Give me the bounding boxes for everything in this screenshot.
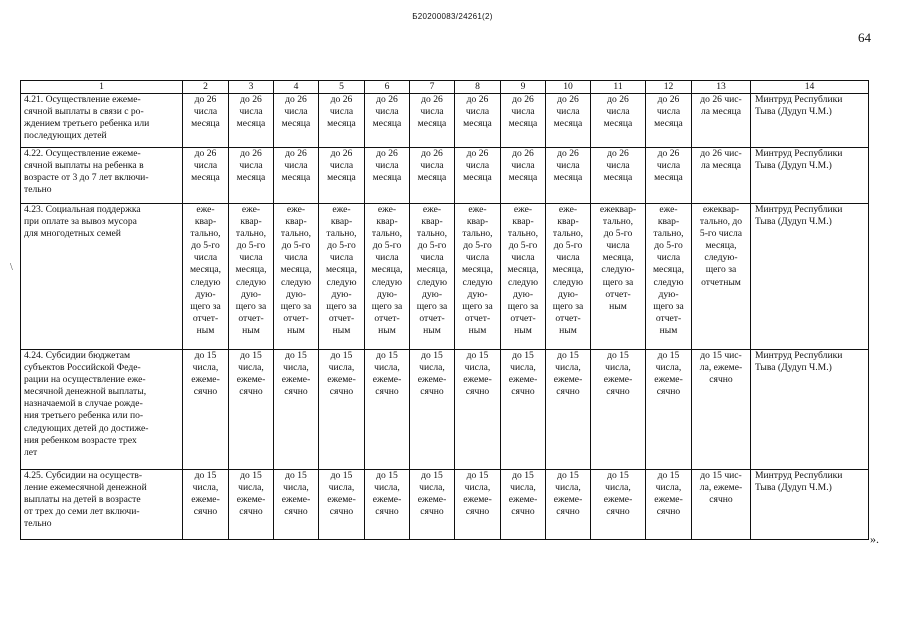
- closing-quote: ».: [870, 532, 879, 546]
- responsible-cell: Минтруд Республики Тыва (Дудуп Ч.М.): [751, 94, 869, 148]
- deadline-cell: до 15 числа, ежеме- сячно: [546, 350, 591, 470]
- page-number: 64: [858, 30, 871, 45]
- responsible-cell: Минтруд Республики Тыва (Дудуп Ч.М.): [751, 204, 869, 350]
- table-row: [21, 204, 869, 350]
- deadline-cell: до 26 числа месяца: [591, 148, 646, 204]
- column-number: 3: [229, 81, 274, 94]
- table-row: [21, 148, 869, 204]
- deadline-cell: до 26 числа месяца: [455, 94, 501, 148]
- schedule-table: [20, 80, 869, 540]
- deadline-cell: еже- квар- тально, до 5-го числа месяца, следую дую- щего за отчет- ным: [319, 204, 365, 350]
- table-row: [21, 94, 869, 148]
- column-number: 4: [274, 81, 319, 94]
- deadline-cell: до 26 числа месяца: [646, 148, 692, 204]
- deadline-cell: еже- квар- тально, до 5-го числа месяца, следую дую- щего за отчет- ным: [501, 204, 546, 350]
- margin-mark: \: [10, 262, 13, 273]
- deadline-cell: до 15 чис- ла, ежеме- сячно: [692, 470, 751, 540]
- deadline-cell: еже- квар- тально, до 5-го числа месяца, следую дую- щего за отчет- ным: [183, 204, 229, 350]
- deadline-cell: до 15 числа, ежеме- сячно: [410, 470, 455, 540]
- column-number: 10: [546, 81, 591, 94]
- column-number: 13: [692, 81, 751, 94]
- deadline-cell: ежеквар- тально, до 5-го числа месяца, следую- щего за отчет- ным: [591, 204, 646, 350]
- deadline-cell: до 15 числа, ежеме- сячно: [591, 350, 646, 470]
- responsible-cell: Минтруд Республики Тыва (Дудуп Ч.М.): [751, 470, 869, 540]
- deadline-cell: до 26 числа месяца: [229, 94, 274, 148]
- deadline-cell: до 15 числа, ежеме- сячно: [183, 470, 229, 540]
- deadline-cell: до 15 числа, ежеме- сячно: [501, 470, 546, 540]
- deadline-cell: до 26 числа месяца: [546, 94, 591, 148]
- deadline-cell: до 26 числа месяца: [546, 148, 591, 204]
- deadline-cell: до 26 числа месяца: [319, 148, 365, 204]
- deadline-cell: до 15 числа, ежеме- сячно: [410, 350, 455, 470]
- responsible-cell: Минтруд Республики Тыва (Дудуп Ч.М.): [751, 148, 869, 204]
- deadline-cell: до 26 числа месяца: [646, 94, 692, 148]
- deadline-cell: еже- квар- тально, до 5-го числа месяца, следую дую- щего за отчет- ным: [410, 204, 455, 350]
- row-title: 4.21. Осуществление ежеме- сячной выплаты в связи с ро- ждением третьего ребенка или последующих детей: [21, 94, 183, 148]
- deadline-cell: еже- квар- тально, до 5-го числа месяца, следую дую- щего за отчет- ным: [365, 204, 410, 350]
- deadline-cell: еже- квар- тально, до 5-го числа месяца, следую дую- щего за отчет- ным: [546, 204, 591, 350]
- deadline-cell: до 15 числа, ежеме- сячно: [319, 470, 365, 540]
- deadline-cell: до 15 числа, ежеме- сячно: [365, 350, 410, 470]
- row-title: 4.22. Осуществление ежеме- сячной выплаты на ребенка в возрасте от 3 до 7 лет включи- тельно: [21, 148, 183, 204]
- deadline-cell: до 15 числа, ежеме- сячно: [455, 350, 501, 470]
- column-number: 9: [501, 81, 546, 94]
- row-title: 4.25. Субсидии на осуществ- ление ежемесячной денежной выплаты на детей в возрасте от трех до семи лет включи- тельно: [21, 470, 183, 540]
- deadline-cell: до 15 числа, ежеме- сячно: [365, 470, 410, 540]
- deadline-cell: до 26 числа месяца: [591, 94, 646, 148]
- deadline-cell: до 26 числа месяца: [365, 148, 410, 204]
- deadline-cell: до 15 числа, ежеме- сячно: [274, 350, 319, 470]
- deadline-cell: еже- квар- тально, до 5-го числа месяца, следую дую- щего за отчет- ным: [646, 204, 692, 350]
- column-number: 8: [455, 81, 501, 94]
- deadline-cell: до 15 числа, ежеме- сячно: [229, 350, 274, 470]
- deadline-cell: до 15 числа, ежеме- сячно: [319, 350, 365, 470]
- deadline-cell: до 26 числа месяца: [183, 148, 229, 204]
- column-number: 1: [21, 81, 183, 94]
- table-row: [21, 470, 869, 540]
- deadline-cell: до 26 чис- ла месяца: [692, 94, 751, 148]
- responsible-cell: Минтруд Республики Тыва (Дудуп Ч.М.): [751, 350, 869, 470]
- column-number: 2: [183, 81, 229, 94]
- deadline-cell: до 15 числа, ежеме- сячно: [455, 470, 501, 540]
- deadline-cell: ежеквар- тально, до 5-го числа месяца, следую- щего за отчетным: [692, 204, 751, 350]
- deadline-cell: до 26 числа месяца: [274, 148, 319, 204]
- column-number: 5: [319, 81, 365, 94]
- deadline-cell: до 15 числа, ежеме- сячно: [646, 350, 692, 470]
- deadline-cell: до 26 числа месяца: [319, 94, 365, 148]
- column-number: 14: [751, 81, 869, 94]
- column-number: 6: [365, 81, 410, 94]
- deadline-cell: еже- квар- тально, до 5-го числа месяца, следую дую- щего за отчет- ным: [455, 204, 501, 350]
- deadline-cell: до 15 числа, ежеме- сячно: [546, 470, 591, 540]
- deadline-cell: до 26 числа месяца: [229, 148, 274, 204]
- column-number: 7: [410, 81, 455, 94]
- deadline-cell: до 26 числа месяца: [365, 94, 410, 148]
- deadline-cell: до 26 числа месяца: [501, 148, 546, 204]
- deadline-cell: до 15 числа, ежеме- сячно: [591, 470, 646, 540]
- column-number: 11: [591, 81, 646, 94]
- deadline-cell: до 26 числа месяца: [183, 94, 229, 148]
- deadline-cell: до 26 числа месяца: [410, 94, 455, 148]
- deadline-cell: до 15 числа, ежеме- сячно: [229, 470, 274, 540]
- deadline-cell: еже- квар- тально, до 5-го числа месяца, следую дую- щего за отчет- ным: [274, 204, 319, 350]
- document-code: Б20200083/24261(2): [412, 12, 493, 21]
- deadline-cell: до 15 чис- ла, ежеме- сячно: [692, 350, 751, 470]
- deadline-cell: до 26 числа месяца: [501, 94, 546, 148]
- deadline-cell: до 26 числа месяца: [455, 148, 501, 204]
- deadline-cell: до 15 числа, ежеме- сячно: [501, 350, 546, 470]
- column-number-row: [21, 81, 869, 94]
- deadline-cell: до 26 чис- ла месяца: [692, 148, 751, 204]
- deadline-cell: до 15 числа, ежеме- сячно: [183, 350, 229, 470]
- table-row: [21, 350, 869, 470]
- deadline-cell: до 15 числа, ежеме- сячно: [646, 470, 692, 540]
- deadline-cell: до 15 числа, ежеме- сячно: [274, 470, 319, 540]
- deadline-cell: до 26 числа месяца: [274, 94, 319, 148]
- deadline-cell: до 26 числа месяца: [410, 148, 455, 204]
- deadline-cell: еже- квар- тально, до 5-го числа месяца, следую дую- щего за отчет- ным: [229, 204, 274, 350]
- row-title: 4.24. Субсидии бюджетам субъектов Российской Феде- рации на осуществление еже- месячной денежной выплаты, назначаемой в случае рожде- ния третьего ребенка или по- следующих детей до достиже- ния ребенком возрасте трех лет: [21, 350, 183, 470]
- row-title: 4.23. Социальная поддержка при оплате за вывоз мусора для многодетных семей: [21, 204, 183, 350]
- column-number: 12: [646, 81, 692, 94]
